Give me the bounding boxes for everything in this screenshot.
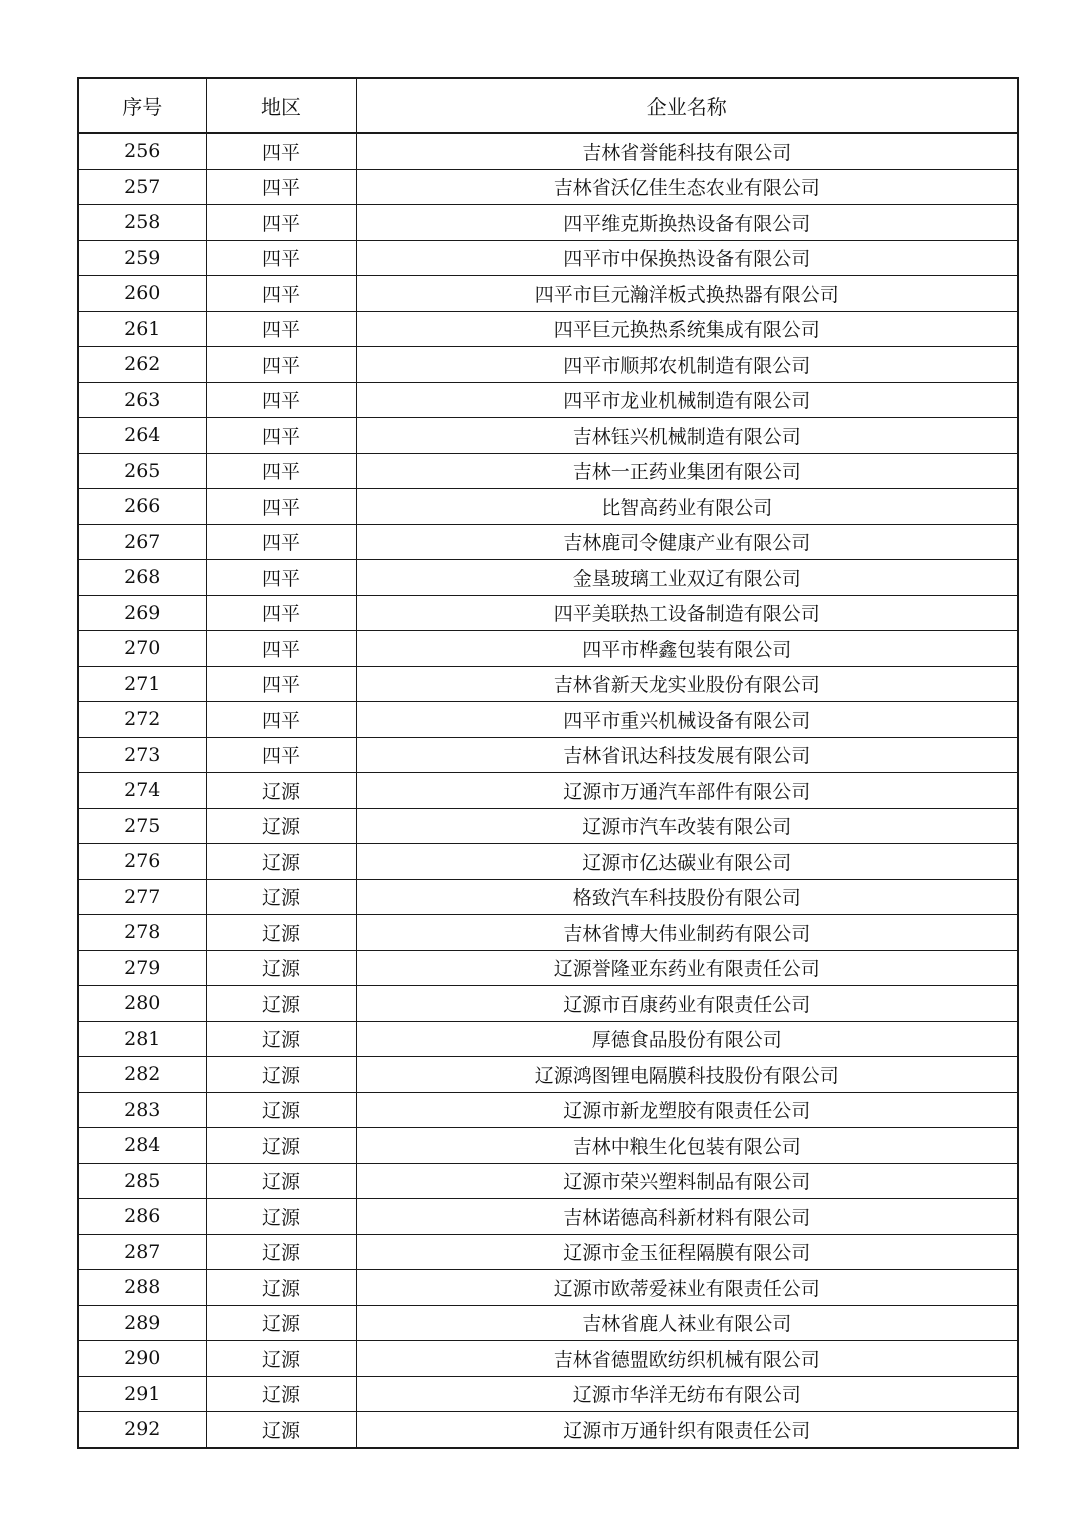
region-cell: 辽源 <box>206 1341 356 1377</box>
seq-cell: 257 <box>78 169 206 205</box>
company-name-cell: 辽源市亿达碳业有限公司 <box>356 844 1018 880</box>
company-name-cell: 四平市重兴机械设备有限公司 <box>356 702 1018 738</box>
table-row <box>78 133 1018 169</box>
seq-cell: 284 <box>78 1128 206 1164</box>
region-cell: 四平 <box>206 205 356 241</box>
region-cell: 四平 <box>206 737 356 773</box>
region-cell: 四平 <box>206 595 356 631</box>
header-region: 地区 <box>206 78 356 133</box>
seq-cell: 273 <box>78 737 206 773</box>
seq-cell: 280 <box>78 986 206 1022</box>
table-row <box>78 1092 1018 1128</box>
seq-cell: 261 <box>78 311 206 347</box>
region-cell: 辽源 <box>206 808 356 844</box>
table-row <box>78 205 1018 241</box>
seq-cell: 260 <box>78 276 206 312</box>
region-cell: 四平 <box>206 631 356 667</box>
seq-cell: 281 <box>78 1021 206 1057</box>
table-row <box>78 1412 1018 1448</box>
company-name-cell: 吉林省新天龙实业股份有限公司 <box>356 666 1018 702</box>
company-name-cell: 辽源誉隆亚东药业有限责任公司 <box>356 950 1018 986</box>
company-name-cell: 金垦玻璃工业双辽有限公司 <box>356 560 1018 596</box>
company-name-cell: 吉林省誉能科技有限公司 <box>356 133 1018 169</box>
table-row <box>78 808 1018 844</box>
region-cell: 辽源 <box>206 1412 356 1448</box>
seq-cell: 266 <box>78 489 206 525</box>
region-cell: 辽源 <box>206 950 356 986</box>
company-name-cell: 厚德食品股份有限公司 <box>356 1021 1018 1057</box>
company-name-cell: 吉林省博大伟业制药有限公司 <box>356 915 1018 951</box>
company-name-cell: 四平市龙业机械制造有限公司 <box>356 382 1018 418</box>
seq-cell: 285 <box>78 1163 206 1199</box>
region-cell: 辽源 <box>206 1199 356 1235</box>
table-row <box>78 986 1018 1022</box>
region-cell: 四平 <box>206 347 356 383</box>
seq-cell: 288 <box>78 1270 206 1306</box>
table-row <box>78 879 1018 915</box>
region-cell: 辽源 <box>206 1163 356 1199</box>
region-cell: 辽源 <box>206 1305 356 1341</box>
table-row <box>78 1199 1018 1235</box>
seq-cell: 268 <box>78 560 206 596</box>
region-cell: 辽源 <box>206 986 356 1022</box>
table-row <box>78 560 1018 596</box>
table-row <box>78 1376 1018 1412</box>
seq-cell: 275 <box>78 808 206 844</box>
table-row <box>78 595 1018 631</box>
table-row <box>78 276 1018 312</box>
region-cell: 四平 <box>206 418 356 454</box>
seq-cell: 277 <box>78 879 206 915</box>
header-company: 企业名称 <box>356 78 1018 133</box>
table-row <box>78 347 1018 383</box>
table-row <box>78 453 1018 489</box>
region-cell: 四平 <box>206 133 356 169</box>
region-cell: 四平 <box>206 524 356 560</box>
region-cell: 四平 <box>206 453 356 489</box>
region-cell: 辽源 <box>206 1021 356 1057</box>
region-cell: 四平 <box>206 666 356 702</box>
table-row <box>78 844 1018 880</box>
company-name-cell: 四平美联热工设备制造有限公司 <box>356 595 1018 631</box>
table-row <box>78 418 1018 454</box>
seq-cell: 276 <box>78 844 206 880</box>
company-name-cell: 辽源市百康药业有限责任公司 <box>356 986 1018 1022</box>
seq-cell: 282 <box>78 1057 206 1093</box>
region-cell: 辽源 <box>206 1376 356 1412</box>
header-seq: 序号 <box>78 78 206 133</box>
company-name-cell: 吉林省鹿人袜业有限公司 <box>356 1305 1018 1341</box>
region-cell: 四平 <box>206 240 356 276</box>
seq-cell: 264 <box>78 418 206 454</box>
seq-cell: 258 <box>78 205 206 241</box>
company-name-cell: 四平市顺邦农机制造有限公司 <box>356 347 1018 383</box>
region-cell: 四平 <box>206 382 356 418</box>
seq-cell: 278 <box>78 915 206 951</box>
company-name-cell: 四平市桦鑫包装有限公司 <box>356 631 1018 667</box>
company-name-cell: 吉林省德盟欧纺织机械有限公司 <box>356 1341 1018 1377</box>
seq-cell: 283 <box>78 1092 206 1128</box>
seq-cell: 265 <box>78 453 206 489</box>
region-cell: 辽源 <box>206 1234 356 1270</box>
company-name-cell: 辽源市金玉征程隔膜有限公司 <box>356 1234 1018 1270</box>
table-row <box>78 382 1018 418</box>
company-name-cell: 四平市巨元瀚洋板式换热器有限公司 <box>356 276 1018 312</box>
region-cell: 四平 <box>206 169 356 205</box>
region-cell: 辽源 <box>206 844 356 880</box>
seq-cell: 267 <box>78 524 206 560</box>
region-cell: 辽源 <box>206 1128 356 1164</box>
seq-cell: 262 <box>78 347 206 383</box>
table-row <box>78 1341 1018 1377</box>
table-row <box>78 950 1018 986</box>
company-table <box>77 77 1019 1449</box>
company-name-cell: 吉林鹿司令健康产业有限公司 <box>356 524 1018 560</box>
company-name-cell: 辽源市华洋无纺布有限公司 <box>356 1376 1018 1412</box>
region-cell: 辽源 <box>206 1057 356 1093</box>
company-name-cell: 辽源市万通汽车部件有限公司 <box>356 773 1018 809</box>
company-name-cell: 吉林钰兴机械制造有限公司 <box>356 418 1018 454</box>
seq-cell: 271 <box>78 666 206 702</box>
table-row <box>78 1270 1018 1306</box>
seq-cell: 290 <box>78 1341 206 1377</box>
company-name-cell: 四平巨元换热系统集成有限公司 <box>356 311 1018 347</box>
company-name-cell: 辽源市汽车改装有限公司 <box>356 808 1018 844</box>
seq-cell: 272 <box>78 702 206 738</box>
region-cell: 辽源 <box>206 915 356 951</box>
table-row <box>78 169 1018 205</box>
region-cell: 辽源 <box>206 879 356 915</box>
table-row <box>78 666 1018 702</box>
seq-cell: 259 <box>78 240 206 276</box>
region-cell: 四平 <box>206 702 356 738</box>
table-row <box>78 702 1018 738</box>
table-row <box>78 1128 1018 1164</box>
table-row <box>78 311 1018 347</box>
seq-cell: 269 <box>78 595 206 631</box>
seq-cell: 256 <box>78 133 206 169</box>
region-cell: 辽源 <box>206 1270 356 1306</box>
table-row <box>78 631 1018 667</box>
company-name-cell: 吉林中粮生化包装有限公司 <box>356 1128 1018 1164</box>
table-row <box>78 1021 1018 1057</box>
table-row <box>78 240 1018 276</box>
region-cell: 辽源 <box>206 1092 356 1128</box>
table-row <box>78 524 1018 560</box>
region-cell: 四平 <box>206 560 356 596</box>
company-name-cell: 格致汽车科技股份有限公司 <box>356 879 1018 915</box>
seq-cell: 291 <box>78 1376 206 1412</box>
company-name-cell: 吉林一正药业集团有限公司 <box>356 453 1018 489</box>
region-cell: 辽源 <box>206 773 356 809</box>
table-row <box>78 773 1018 809</box>
table-row <box>78 1234 1018 1270</box>
table-row <box>78 1305 1018 1341</box>
region-cell: 四平 <box>206 311 356 347</box>
seq-cell: 289 <box>78 1305 206 1341</box>
table-header <box>78 78 1018 133</box>
seq-cell: 263 <box>78 382 206 418</box>
company-name-cell: 吉林省讯达科技发展有限公司 <box>356 737 1018 773</box>
seq-cell: 287 <box>78 1234 206 1270</box>
company-name-cell: 辽源市新龙塑胶有限责任公司 <box>356 1092 1018 1128</box>
seq-cell: 286 <box>78 1199 206 1235</box>
region-cell: 四平 <box>206 276 356 312</box>
company-name-cell: 辽源市荣兴塑料制品有限公司 <box>356 1163 1018 1199</box>
company-name-cell: 辽源鸿图锂电隔膜科技股份有限公司 <box>356 1057 1018 1093</box>
header-row <box>78 78 1018 133</box>
table-row <box>78 489 1018 525</box>
table-row <box>78 915 1018 951</box>
company-name-cell: 四平维克斯换热设备有限公司 <box>356 205 1018 241</box>
company-name-cell: 辽源市万通针织有限责任公司 <box>356 1412 1018 1448</box>
seq-cell: 274 <box>78 773 206 809</box>
company-name-cell: 辽源市欧蒂爱袜业有限责任公司 <box>356 1270 1018 1306</box>
company-name-cell: 比智高药业有限公司 <box>356 489 1018 525</box>
seq-cell: 279 <box>78 950 206 986</box>
region-cell: 四平 <box>206 489 356 525</box>
company-name-cell: 吉林省沃亿佳生态农业有限公司 <box>356 169 1018 205</box>
table-row <box>78 1163 1018 1199</box>
company-name-cell: 四平市中保换热设备有限公司 <box>356 240 1018 276</box>
company-name-cell: 吉林诺德高科新材料有限公司 <box>356 1199 1018 1235</box>
table-row <box>78 1057 1018 1093</box>
seq-cell: 292 <box>78 1412 206 1448</box>
table-row <box>78 737 1018 773</box>
seq-cell: 270 <box>78 631 206 667</box>
table-body <box>78 133 1018 1448</box>
